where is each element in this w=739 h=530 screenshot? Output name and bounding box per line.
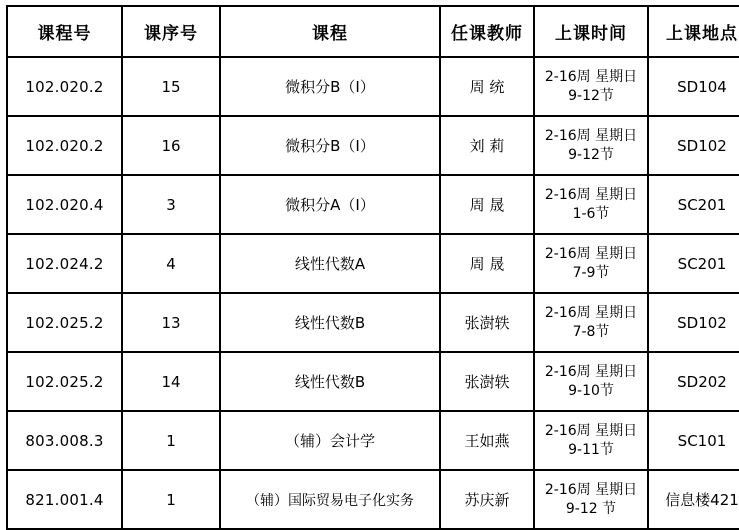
class-time-line-2: 9-10节 — [568, 382, 614, 399]
class-time-line-2: 9-12节 — [568, 87, 614, 104]
cell-course-name: 线性代数B — [220, 293, 440, 352]
class-time-line-2: 9-12 节 — [565, 500, 617, 517]
cell-teacher: 周 晟 — [440, 234, 534, 293]
cell-class-place: SD102 — [648, 293, 739, 352]
cell-course-seq: 13 — [122, 293, 220, 352]
cell-class-time — [534, 470, 648, 529]
class-time-line-2: 9-12节 — [568, 146, 614, 163]
cell-class-place: SC201 — [648, 175, 739, 234]
table-body — [7, 57, 739, 529]
column-header-class-place: 上课地点 — [648, 6, 739, 57]
cell-class-place: SD102 — [648, 116, 739, 175]
class-time-line-1: 2-16周 星期日 — [544, 481, 638, 498]
cell-course-name: （辅）国际贸易电子化实务 — [220, 470, 440, 529]
cell-class-time — [534, 175, 648, 234]
cell-course-seq: 14 — [122, 352, 220, 411]
table-row — [7, 57, 739, 116]
table-row — [7, 293, 739, 352]
cell-course-seq: 3 — [122, 175, 220, 234]
cell-class-time — [534, 116, 648, 175]
column-header-teacher: 任课教师 — [440, 6, 534, 57]
class-time-line-1: 2-16周 星期日 — [544, 422, 638, 439]
class-time-line-1: 2-16周 星期日 — [544, 68, 638, 85]
class-time-line-2: 7-9节 — [572, 264, 610, 281]
cell-class-place: SC101 — [648, 411, 739, 470]
cell-course-name: 微积分A（I） — [220, 175, 440, 234]
cell-course-name: 微积分B（I） — [220, 116, 440, 175]
cell-course-seq: 15 — [122, 57, 220, 116]
cell-teacher: 周 统 — [440, 57, 534, 116]
cell-course-code: 821.001.4 — [7, 470, 122, 529]
cell-course-name: （辅）会计学 — [220, 411, 440, 470]
class-time-line-2: 9-11节 — [568, 441, 614, 458]
class-time-line-1: 2-16周 星期日 — [544, 304, 638, 321]
table-row — [7, 116, 739, 175]
table-row — [7, 470, 739, 529]
cell-teacher: 张澍轶 — [440, 352, 534, 411]
cell-teacher: 王如燕 — [440, 411, 534, 470]
document-page — [0, 5, 739, 522]
class-time-line-1: 2-16周 星期日 — [544, 186, 638, 203]
class-time-line-1: 2-16周 星期日 — [544, 363, 638, 380]
course-schedule-table — [6, 5, 739, 530]
table-row — [7, 411, 739, 470]
cell-course-code: 102.024.2 — [7, 234, 122, 293]
cell-teacher: 张澍轶 — [440, 293, 534, 352]
table-header — [7, 6, 739, 57]
column-header-course-code: 课程号 — [7, 6, 122, 57]
cell-course-code: 102.020.2 — [7, 116, 122, 175]
table-row — [7, 234, 739, 293]
cell-course-name: 线性代数A — [220, 234, 440, 293]
cell-class-time — [534, 293, 648, 352]
cell-course-name: 微积分B（I） — [220, 57, 440, 116]
cell-class-time — [534, 411, 648, 470]
cell-class-place: SD202 — [648, 352, 739, 411]
cell-course-code: 102.020.2 — [7, 57, 122, 116]
cell-teacher: 苏庆新 — [440, 470, 534, 529]
cell-course-code: 102.025.2 — [7, 352, 122, 411]
table-row — [7, 352, 739, 411]
column-header-course-name: 课程 — [220, 6, 440, 57]
class-time-line-1: 2-16周 星期日 — [544, 127, 638, 144]
cell-course-seq: 1 — [122, 470, 220, 529]
cell-course-code: 803.008.3 — [7, 411, 122, 470]
cell-class-place: 信息楼421 — [648, 470, 739, 529]
cell-course-code: 102.025.2 — [7, 293, 122, 352]
column-header-course-seq: 课序号 — [122, 6, 220, 57]
header-row — [7, 6, 739, 57]
class-time-line-1: 2-16周 星期日 — [544, 245, 638, 262]
class-time-line-2: 7-8节 — [572, 323, 610, 340]
column-header-class-time: 上课时间 — [534, 6, 648, 57]
cell-class-place: SD104 — [648, 57, 739, 116]
cell-class-place: SC201 — [648, 234, 739, 293]
cell-course-seq: 1 — [122, 411, 220, 470]
cell-class-time — [534, 57, 648, 116]
cell-teacher: 周 晟 — [440, 175, 534, 234]
cell-course-seq: 4 — [122, 234, 220, 293]
cell-course-seq: 16 — [122, 116, 220, 175]
cell-course-name: 线性代数B — [220, 352, 440, 411]
table-row — [7, 175, 739, 234]
cell-teacher: 刘 莉 — [440, 116, 534, 175]
class-time-line-2: 1-6节 — [572, 205, 610, 222]
cell-class-time — [534, 234, 648, 293]
cell-class-time — [534, 352, 648, 411]
cell-course-code: 102.020.4 — [7, 175, 122, 234]
